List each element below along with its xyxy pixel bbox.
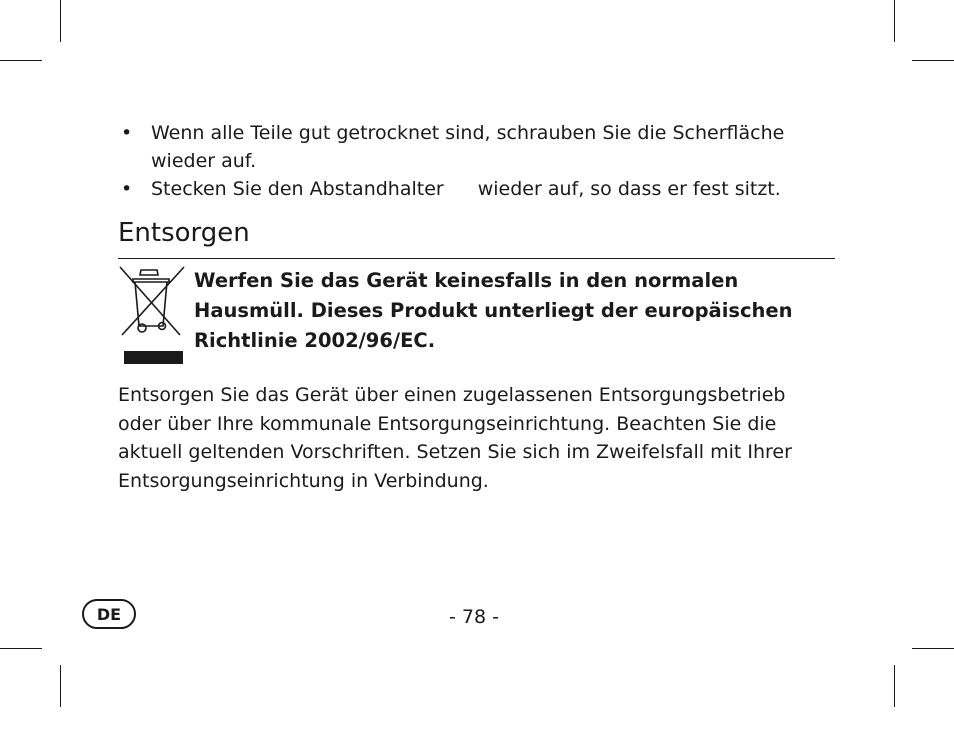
bullet-marker: • (121, 122, 133, 144)
crop-mark (60, 0, 61, 42)
disposal-paragraph: Entsorgen Sie das Gerät über einen zugelassenen Entsorgungsbetrieb oder über Ihre kommunale Entsorgungseinrichtung. Beachten Sie die aktuell geltenden Vorschriften. Setzen Sie sich im Zweifelsfall mit Ihrer Entsorgungseinrichtung in Verbindung. (118, 384, 792, 492)
bullet-marker: • (121, 178, 133, 200)
bullet-text-continued: wieder auf, so dass er fest sitzt. (477, 178, 781, 200)
bullet-text: Wenn alle Teile gut getrocknet sind, schrauben Sie die Scherfläche wieder auf. (151, 122, 785, 172)
crop-mark (912, 60, 954, 61)
section-title: Entsorgen (118, 218, 250, 248)
crop-mark (894, 665, 895, 707)
page-number: - 78 - (449, 606, 499, 628)
bullet-text: Stecken Sie den Abstandhalter (151, 178, 444, 200)
crop-mark (0, 648, 42, 649)
list-item (118, 119, 838, 175)
crop-mark (60, 665, 61, 707)
bullet-list (118, 119, 838, 203)
crop-mark (0, 60, 42, 61)
list-item (118, 175, 838, 203)
section-divider (118, 258, 835, 259)
crop-mark (894, 0, 895, 42)
crossed-out-wheelie-bin-icon (118, 265, 186, 365)
disposal-warning: Werfen Sie das Gerät keinesfalls in den normalen Hausmüll. Dieses Produkt unterliegt der europäischen Richtlinie 2002/96/EC. (194, 269, 793, 352)
crop-mark (912, 648, 954, 649)
language-badge: DE (82, 599, 136, 629)
